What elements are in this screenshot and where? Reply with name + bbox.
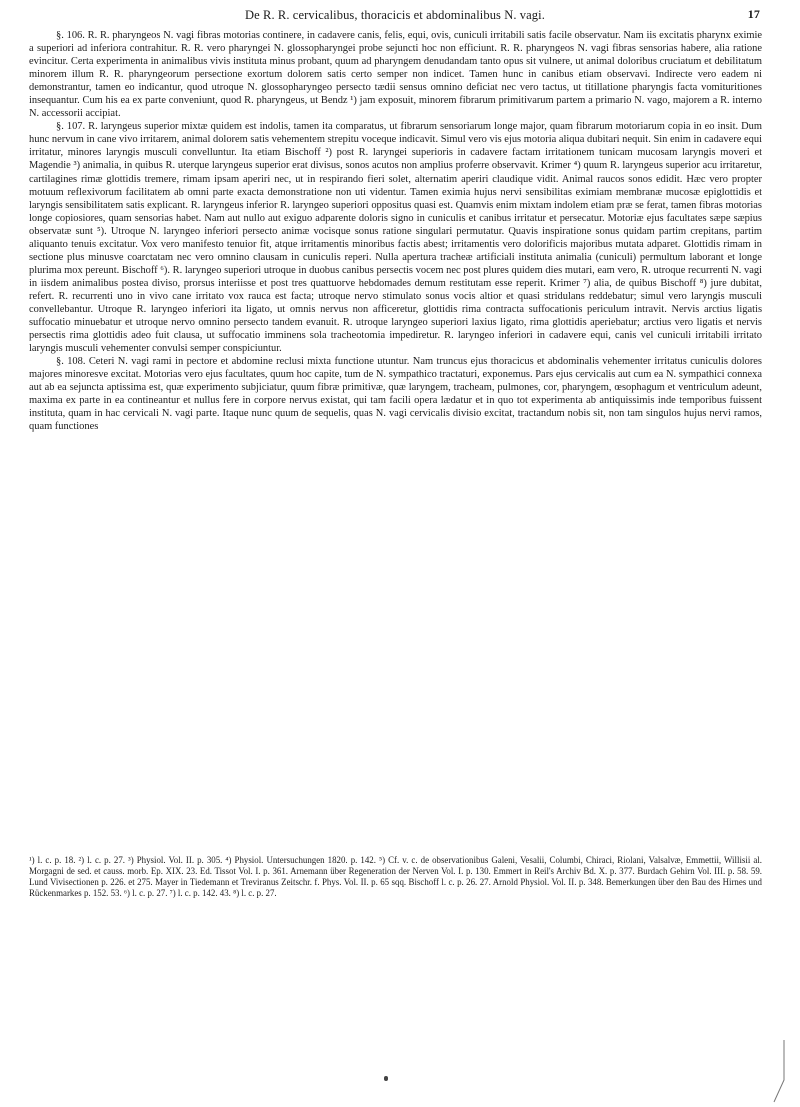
ink-speck	[384, 1076, 388, 1081]
footnote-block: ¹) l. c. p. 18. ²) l. c. p. 27. ³) Physiol. Vol. II. p. 305. ⁴) Physiol. Untersuchungen 1820. p. 142. ⁵) Cf. v. c. de observationibus Galeni, Vesalii, Columbi, Chiraci, Riolani, Valsalvæ, Emmettii, Willisii al. Morgagni de sed. et causs. morb. Ep. XIX. 23. Ed. Tissot Vol. I. p. 361. Arnemann über Regeneration der Nerven Vol. I. p. 130. Emmert in Reil's Archiv Bd. X. p. 377. Burdach Gehirn Vol. III. p. 58. 59. Lund Vivisectionen p. 226. et 275. Mayer in Tiedemann et Treviranus Zeitschr. f. Phys. Vol. II. p. 65 sqq. Bischoff l. c. p. 26. 27. Arnold Physiol. Vol. II. p. 348. Bemerkungen über den Bau des Hirnes und Rückenmarkes p. 152. 53. ⁶) l. c. p. 27. ⁷) l. c. p. 142. 43. ⁸) l. c. p. 27.	[29, 855, 762, 898]
paragraph-106: §. 106. R. R. pharyngeos N. vagi fibras motorias continere, in cadavere canis, felis, equi, ovis, cuniculi irritabili satis facile observatur. Nam iis excitatis pharynx eximie a superiori ad inferiora contrahitur. R. R. vero pharyngei N. glossopharyngei probe sejuncti hoc non efficiunt. R. R. pharyngeos N. vagi fibras sensorias habere, alia ratione evincitur. Certa experimenta in animalibus vivis instituta minus probant, quum ad pharyngem denudandam tanto opus sit vulnere, ut animal doloribus cruciatum et debilitatum minorem illum R. R. pharyngeorum persectione exortum dolorem satis certo semper non indicet. Tamen hunc in canibus etiam observavi. Indirecte vero eadem ni demonstrantur, tamen eo indicantur, quod utroque N. glossopharyngeo persecto tædii sensus omnino deficiat nec vero tactus, ut titillatione pharyngis facta vomituritiones insequantur. Cum his ea ex parte conveniunt, quod R. pharyngeus, ut Bendz ¹) jam exposuit, minorem fibrarum primitivarum partem a primario N. vago, majorem a R. interno N. accessorii accipiat.	[29, 30, 762, 120]
page-number: 17	[747, 7, 760, 21]
main-text	[29, 29, 762, 433]
running-header	[30, 6, 760, 26]
running-title: De R. R. cervicalibus, thoracicis et abdominalibus N. vagi.	[245, 8, 545, 22]
paragraph-107: §. 107. R. laryngeus superior mixtæ quidem est indolis, tamen ita comparatus, ut fibrarum sensoriarum longe major, quam fibrarum motoriarum copia in eo insit. Dum hunc nervum in cane vivo irritarem, animal dolorem satis vehementem strepitu voceque indicavit. Simul vero vis ejus motoria aliqua dubitari nequit. Sin enim in cadavere equi irritatur, minores laryngis musculi convelluntur. Ita etiam Bischoff ²) post R. laryngei superioris in cadavere factam irritationem tunicam mucosam laryngis moveri et Magendie ³) animalia, in quibus R. uterque laryngeus superior erat divisus, sonos acutos non amplius proferre observavit. Krimer ⁴) quum R. laryngeus superior acu irritaretur, cartilagines rimæ glottidis tremere, rimam ipsam aperiri nec, ut in respirando fieri solet, alternatim aperiri claudique vidit. Animal raucos sonos edidit. Hæc vero propter motuum reflexivorum facilitatem ab omni parte exacta demonstratione non uti videntur. Tamen eximia hujus nervi sensibilitas eximiam membranæ mucosæ epiglottidis et laryngis sensibilitatem satis explicant. R. laryngeus inferior R. laryngeo superiori oppositus quasi est. Quamvis enim mixtam indolem etiam præ se ferat, tamen fibras motorias longe copiosiores, quam sensorias habet. Nam aut nullo aut exiguo adparente doloris signo in cuniculis et canibus irritatur et persecatur. Motoriæ ejus facultates sæpe sæpius observatæ sunt ⁵). Utroque N. laryngeo inferiori persecto animæ vocisque sonus ratione singulari permutatur. Quavis inspiratione sonus quidam partim crepitans, partim aliquanto tenuis excitatur. Vox vero manifesto tenuior fit, atque irritamentis minoribus factis abest; irritamentis vero dolorificis majoribus mutata adparet. Glottidis rimam in sectione plus minusve coarctatam nec vero omnino clausam in cuniculis reperi. Nulla apertura tracheæ artificiali instituta animalia (cuniculi) permultum laborant et longe plurima mox pereunt. Bischoff ⁶). R. laryngeo superiori utroque in duobus canibus persectis vocem nec post plures quidem dies mutari, eam vero, R. utroque recurrenti N. vagi in iisdem animalibus postea diviso, prorsus interiisse et post tres quattuorve hebdomades demum restitutam esse reperit. Krimer ⁷) alia, de quibus Bischoff ⁸) jure dubitat, refert. R. recurrenti uno in vivo cane irritato vox rauca est facta; utroque nervo stimulato sonus vocis altior et quasi stridulans reddebatur; simul vero laryngis musculi convellebantur. Utroque R. laryngeo inferiori ita ligato, ut omnis nervus non afficeretur, glottidis rima contracta suffocationis periculum intravit. Nervis arctius ligatis suffocatio minuebatur et utroque nervo omnino persecto tandem evanuit. R. utroque laryngeo superiori laxius ligato, rima glottidis aperiebatur; arctius vero ligatis et nervis persectis rima glottidis adeo fuit clausa, ut suffocatio imminens sola tracheotomia impediretur. R. laryngeo inferiori in cadavere equi, canis vel cuniculi irritabili irritato laryngis musculi vehementer convulsi semper conspiciuntur.	[29, 121, 762, 355]
paragraph-108: §. 108. Ceteri N. vagi rami in pectore et abdomine reclusi mixta functione utuntur. Nam truncus ejus thoracicus et abdominalis vehementer irritatus cuniculis dolores majores minoresve excitat. Motorias vero ejus facultates, quum hoc capite, tum de N. sympathico tractaturi, exponemus. Pars ejus cervicalis aut cum ea N. sympathici connexa aut ab ea sejuncta aptissima est, quæ experimento subjiciatur, quum fibræ primitivæ, quæ laryngem, tracheam, pulmones, cor, pharyngem, œsophagum et ventriculum adeunt, maxima ex parte in ea contineantur et nullus fere in corpore nervus existat, qui tam facili opera lædatur et in quo tot experimenta ab antiquissimis inde temporibus fuissent instituta, quam in hac cervicali N. vagi parte. Itaque nunc quum de sequelis, quas N. vagi cervicalis divisio excitat, tractandum nobis sit, non tam singulos hujus nervi ramos, quam functiones	[29, 356, 762, 433]
page-edge-mark	[772, 1040, 786, 1106]
footnotes	[29, 855, 762, 899]
